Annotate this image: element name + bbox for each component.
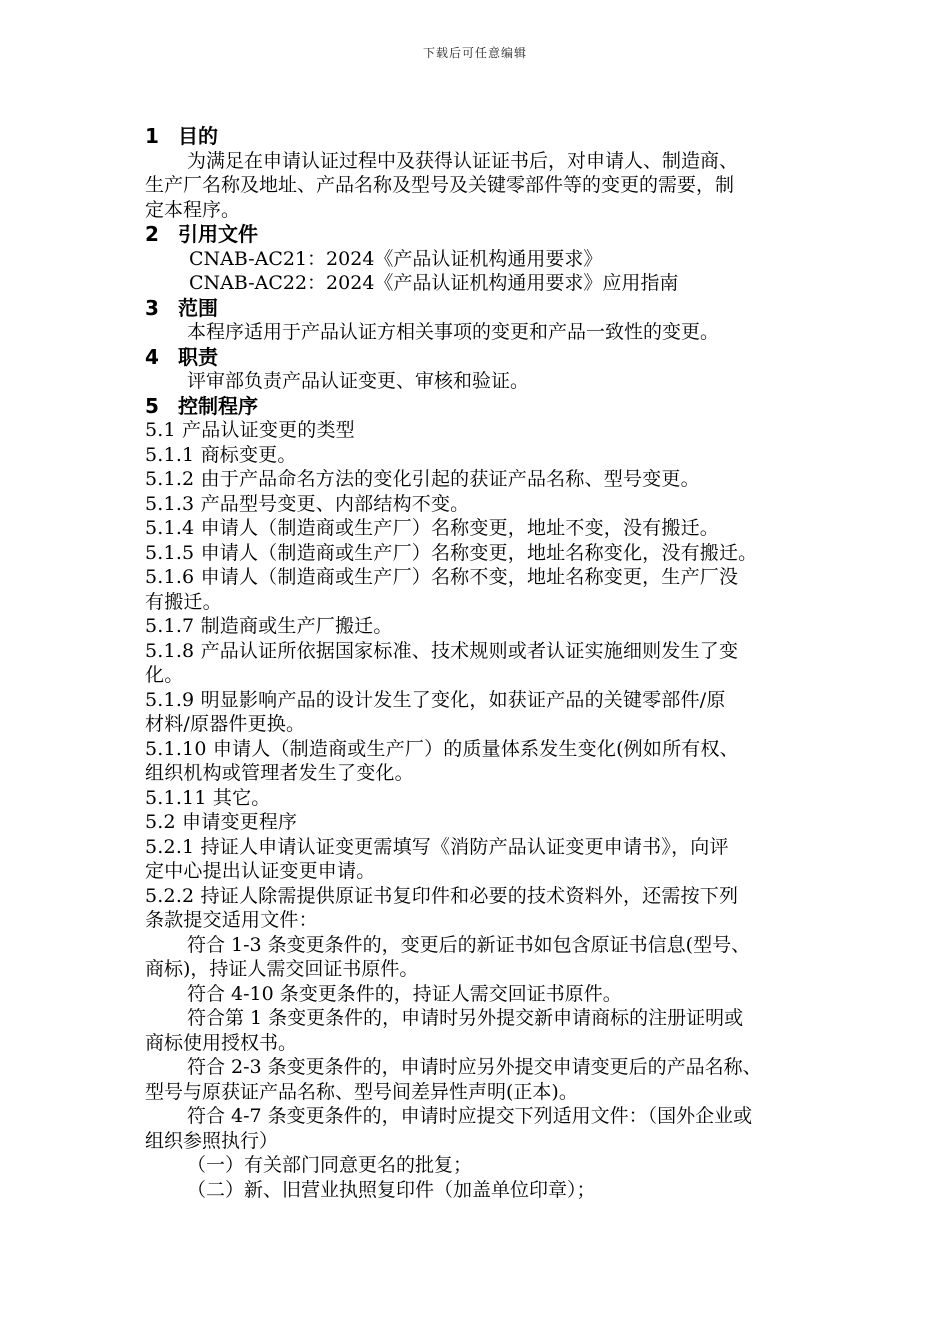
body-line: 组织机构或管理者发生了变化。 <box>145 762 414 784</box>
body-line: 有搬迁。 <box>145 590 222 613</box>
reference-line: CNAB-AC21：2024《产品认证机构通用要求》 <box>189 247 603 270</box>
purpose-line: 为满足在申请认证过程中及获得认证证书后，对申请人、制造商、 <box>187 149 739 172</box>
body-line: 5.1.10 申请人（制造商或生产厂）的质量体系发生变化(例如所有权、 <box>145 737 739 760</box>
duty-text: 评审部负责产品认证变更、审核和验证。 <box>187 370 530 392</box>
clause-line: 组织参照执行） <box>145 1129 279 1152</box>
body-line: 化。 <box>145 664 184 686</box>
body-line: 5.2.1 持证人申请认证变更需填写《消防产品认证变更申请书》，向评 <box>145 835 729 858</box>
reference-line: CNAB-AC22：2024《产品认证机构通用要求》应用指南 <box>189 272 679 294</box>
body-line: 5.1 产品认证变更的类型 <box>145 419 355 441</box>
section-heading-2: 2 引用文件 <box>145 222 258 246</box>
clause-line: 符合 4-10 条变更条件的，持证人需交回证书原件。 <box>187 982 622 1005</box>
clause-line: 商标使用授权书。 <box>145 1031 298 1054</box>
list-item: （二）新、旧营业执照复印件（加盖单位印章）； <box>187 1178 596 1201</box>
body-line: 5.1.9 明显影响产品的设计发生了变化，如获证产品的关键零部件/原 <box>145 688 726 711</box>
body-line: 5.1.7 制造商或生产厂搬迁。 <box>145 615 393 637</box>
clause-list <box>145 933 857 1154</box>
clause-line: 符合 1-3 条变更条件的，变更后的新证书如包含原证书信息(型号、 <box>187 933 751 956</box>
clause-line: 符合 4-7 条变更条件的，申请时应提交下列适用文件：（国外企业或 <box>187 1105 753 1127</box>
body-line: 5.1.6 申请人（制造商或生产厂）名称不变，地址名称变更，生产厂没 <box>145 566 739 588</box>
list-item: （一）有关部门同意更名的批复； <box>187 1154 473 1176</box>
body-line: 5.2.2 持证人除需提供原证书复印件和必要的技术资料外，还需按下列 <box>145 884 739 907</box>
body-line: 材料/原器件更换。 <box>145 713 306 735</box>
page-header: 下载后可任意编辑 <box>422 46 527 60</box>
section-heading-1: 1 目的 <box>145 124 218 148</box>
body-line: 5.1.2 由于产品命名方法的变化引起的获证产品名称、型号变更。 <box>145 468 700 490</box>
clause-line: 符合 2-3 条变更条件的，申请时应另外提交申请变更后的产品名称、 <box>187 1056 762 1078</box>
body-line: 5.1.3 产品型号变更、内部结构不变。 <box>145 492 470 515</box>
document-body <box>145 124 857 1202</box>
purpose-line: 生产厂名称及地址、产品名称及型号及关键零部件等的变更的需要，制 <box>145 174 735 196</box>
clause-line: 商标)，持证人需交回证书原件。 <box>145 958 419 980</box>
body-line: 定中心提出认证变更申请。 <box>145 860 376 882</box>
clause-line: 型号与原获证产品名称、型号间差异性声明(正本)。 <box>145 1080 578 1103</box>
body-line: 5.2 申请变更程序 <box>145 811 298 833</box>
body-line: 5.1.8 产品认证所依据国家标准、技术规则或者认证实施细则发生了变 <box>145 639 739 662</box>
scope-text: 本程序适用于产品认证方相关事项的变更和产品一致性的变更。 <box>187 321 720 343</box>
section-heading-4: 4 职责 <box>145 344 218 369</box>
body-line: 条款提交适用文件： <box>145 909 318 931</box>
attachment-list <box>145 1153 857 1202</box>
section-heading-5: 5 控制程序 <box>145 393 258 418</box>
body-line: 5.1.1 商标变更。 <box>145 443 297 466</box>
procedure-list <box>145 418 857 933</box>
purpose-line: 定本程序。 <box>145 198 241 221</box>
section-heading-3: 3 范围 <box>145 295 218 320</box>
clause-line: 符合第 1 条变更条件的，申请时另外提交新申请商标的注册证明或 <box>187 1007 744 1029</box>
body-line: 5.1.11 其它。 <box>145 786 271 809</box>
body-line: 5.1.5 申请人（制造商或生产厂）名称变更，地址名称变化，没有搬迁。 <box>145 541 758 564</box>
body-line: 5.1.4 申请人（制造商或生产厂）名称变更，地址不变，没有搬迁。 <box>145 517 719 539</box>
